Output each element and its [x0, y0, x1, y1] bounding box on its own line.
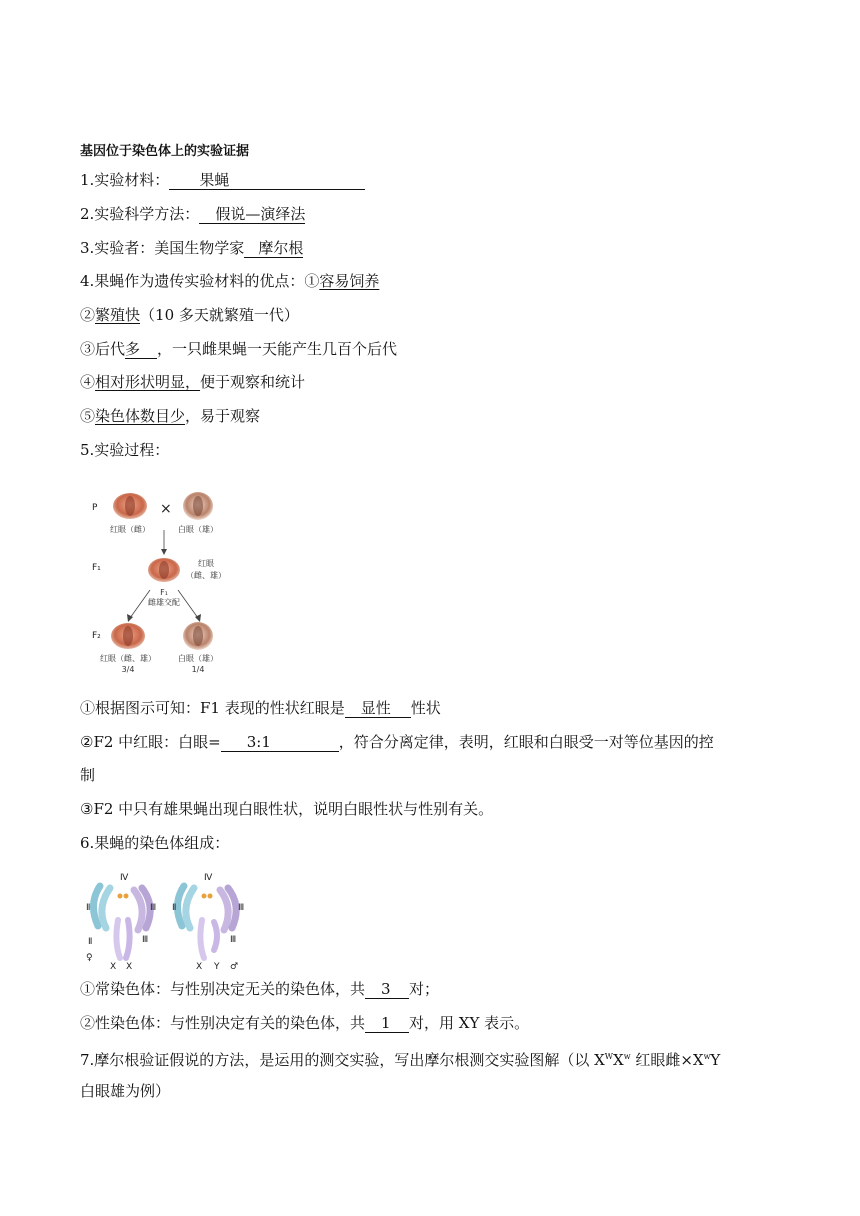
item-3-answer: 摩尔根 [258, 239, 304, 257]
item-1-answer: 果蝇 [199, 171, 230, 189]
item-1-answer-blank [169, 172, 365, 190]
item-4-5 [80, 406, 260, 426]
female-label-iv: Ⅳ [120, 873, 129, 883]
chromosome-svg [80, 866, 256, 976]
f2-right-label: 白眼（雄） [178, 654, 218, 663]
item-2-answer-blank [199, 206, 305, 224]
f2-left-label: 红眼（雌、雄） [100, 654, 156, 663]
male-x: X [196, 962, 203, 972]
female-x-1: X [110, 962, 117, 972]
chromo-2-rest: 对，用 XY 表示。 [409, 1014, 530, 1032]
item-4-2-answer: 繁殖快 [95, 306, 141, 324]
question-2-prefix: ②F2 中红眼：白眼= [80, 733, 221, 751]
fly-f2-white [183, 622, 213, 650]
f2-left-ratio: 3/4 [121, 665, 135, 674]
question-1-answer: 显性 [360, 699, 391, 717]
item-4-4-rest: 便于观察和统计 [200, 373, 306, 391]
f1-label-2: （雌、雄） [186, 571, 226, 580]
item-7-sup-3: w [703, 1052, 711, 1061]
female-symbol: ♀ [86, 953, 93, 963]
female-label-ii: Ⅱ [86, 903, 91, 913]
question-2-cont: 制 [80, 766, 96, 784]
question-2 [80, 732, 714, 752]
chromo-1-blank [365, 981, 409, 999]
item-7-part1: 7.摩尔根验证假说的方法，是运用的测交实验，写出摩尔根测交实验图解（以 X [80, 1051, 605, 1069]
item-4-answer: 容易饲养 [319, 272, 380, 290]
chromosome-diagram [80, 866, 256, 980]
arrow-f1-left [130, 590, 150, 618]
item-4-3-answer: 多 [125, 341, 157, 359]
male-label-iii: Ⅲ [238, 903, 245, 913]
chromo-1 [80, 979, 439, 999]
question-2-blank [221, 734, 339, 752]
item-7-end: Y [710, 1051, 721, 1069]
item-3 [80, 238, 303, 258]
chromo-2-blank [365, 1015, 409, 1033]
item-6: 6.果蝇的染色体组成： [80, 834, 230, 852]
gen-p-label: P [92, 503, 98, 513]
female-label-iii: Ⅲ [150, 903, 157, 913]
fly-red-female [113, 493, 147, 519]
f1-label-1: 红眼 [198, 559, 214, 568]
item-2-answer: 假说—演绎法 [215, 205, 306, 223]
chromo-1-rest: 对； [409, 980, 440, 998]
item-7-sup-1: W [604, 1052, 613, 1061]
item-7 [80, 1047, 720, 1070]
item-7-mid1: X [613, 1051, 624, 1069]
gen-f1-label: F₁ [92, 563, 101, 573]
item-7-mid2: 红眼雌×X [630, 1051, 704, 1069]
item-4-5-rest: ，易于观察 [185, 407, 261, 425]
item-3-answer-blank [244, 240, 303, 258]
item-4-4 [80, 372, 305, 392]
arrow-head-p-f1 [161, 549, 167, 555]
item-4-4-mark: ④ [80, 373, 96, 391]
item-4-5-mark: ⑤ [80, 407, 96, 425]
item-4-3 [80, 339, 397, 359]
arrow-f1-right [178, 590, 198, 618]
f1-mate-2: 雌雄交配 [148, 598, 180, 607]
female-label-iii-2: Ⅲ [142, 935, 149, 945]
item-4-3-mark: ③后代 [80, 340, 126, 358]
item-3-prefix: 3.实验者：美国生物学家 [80, 239, 245, 257]
gen-f2-label: F₂ [92, 631, 101, 641]
question-2-rest: ，符合分离定律，表明，红眼和白眼受一对等位基因的控 [338, 733, 714, 751]
male-label-iii-2: Ⅲ [230, 935, 237, 945]
question-1-blank [345, 700, 411, 718]
cross-diagram [80, 486, 240, 684]
p-left-label: 红眼（雌） [110, 525, 150, 534]
section-heading: 基因位于染色体上的实验证据 [80, 144, 250, 159]
fly-f2-red [111, 623, 145, 649]
item-4-5-answer: 染色体数目少 [95, 407, 186, 425]
item-1-prefix: 1.实验材料： [80, 171, 170, 189]
item-4-2-mark: ② [80, 306, 96, 324]
question-1-rest: 性状 [410, 699, 441, 717]
male-label-iv: Ⅳ [204, 873, 213, 883]
cross-symbol: × [160, 501, 172, 517]
cross-diagram-svg [80, 486, 240, 680]
chromo-1-answer: 3 [381, 980, 391, 998]
chromo-2-answer: 1 [381, 1014, 391, 1032]
female-x-2: X [126, 962, 133, 972]
female-label-ii-2: Ⅱ [88, 937, 93, 947]
item-7-cont: 白眼雄为例） [80, 1082, 171, 1100]
fly-f1 [148, 558, 180, 582]
question-2-answer: 3:1 [246, 733, 271, 751]
f1-mate-1: F₁ [160, 588, 168, 597]
question-1 [80, 698, 441, 718]
item-5: 5.实验过程： [80, 441, 170, 459]
item-2-prefix: 2.实验科学方法： [80, 205, 200, 223]
female-karyotype [86, 873, 156, 972]
item-4-3-rest: ，一只雌果蝇一天能产生几百个后代 [157, 340, 398, 358]
fly-white-male [183, 492, 213, 520]
chromo-2-prefix: ②性染色体：与性别决定有关的染色体，共 [80, 1014, 366, 1032]
chromo-2 [80, 1013, 529, 1033]
item-4-2 [80, 305, 299, 325]
item-4 [80, 271, 379, 291]
male-label-ii: Ⅱ [172, 903, 177, 913]
f2-right-ratio: 1/4 [191, 665, 205, 674]
item-4-prefix: 4.果蝇作为遗传实验材料的优点：① [80, 272, 320, 290]
item-4-4-answer: 相对形状明显， [95, 373, 201, 391]
item-2 [80, 204, 305, 224]
chromo-1-prefix: ①常染色体：与性别决定无关的染色体，共 [80, 980, 366, 998]
item-7-sup-2: w [623, 1052, 631, 1061]
male-y: Y [214, 962, 220, 972]
question-3: ③F2 中只有雄果蝇出现白眼性状，说明白眼性状与性别有关。 [80, 800, 494, 818]
item-4-2-rest: （10 多天就繁殖一代） [140, 306, 299, 324]
male-karyotype [172, 873, 244, 972]
item-1 [80, 170, 365, 190]
male-symbol: ♂ [230, 962, 239, 972]
p-right-label: 白眼（雄） [178, 525, 218, 534]
question-1-prefix: ①根据图示可知：F1 表现的性状红眼是 [80, 699, 345, 717]
